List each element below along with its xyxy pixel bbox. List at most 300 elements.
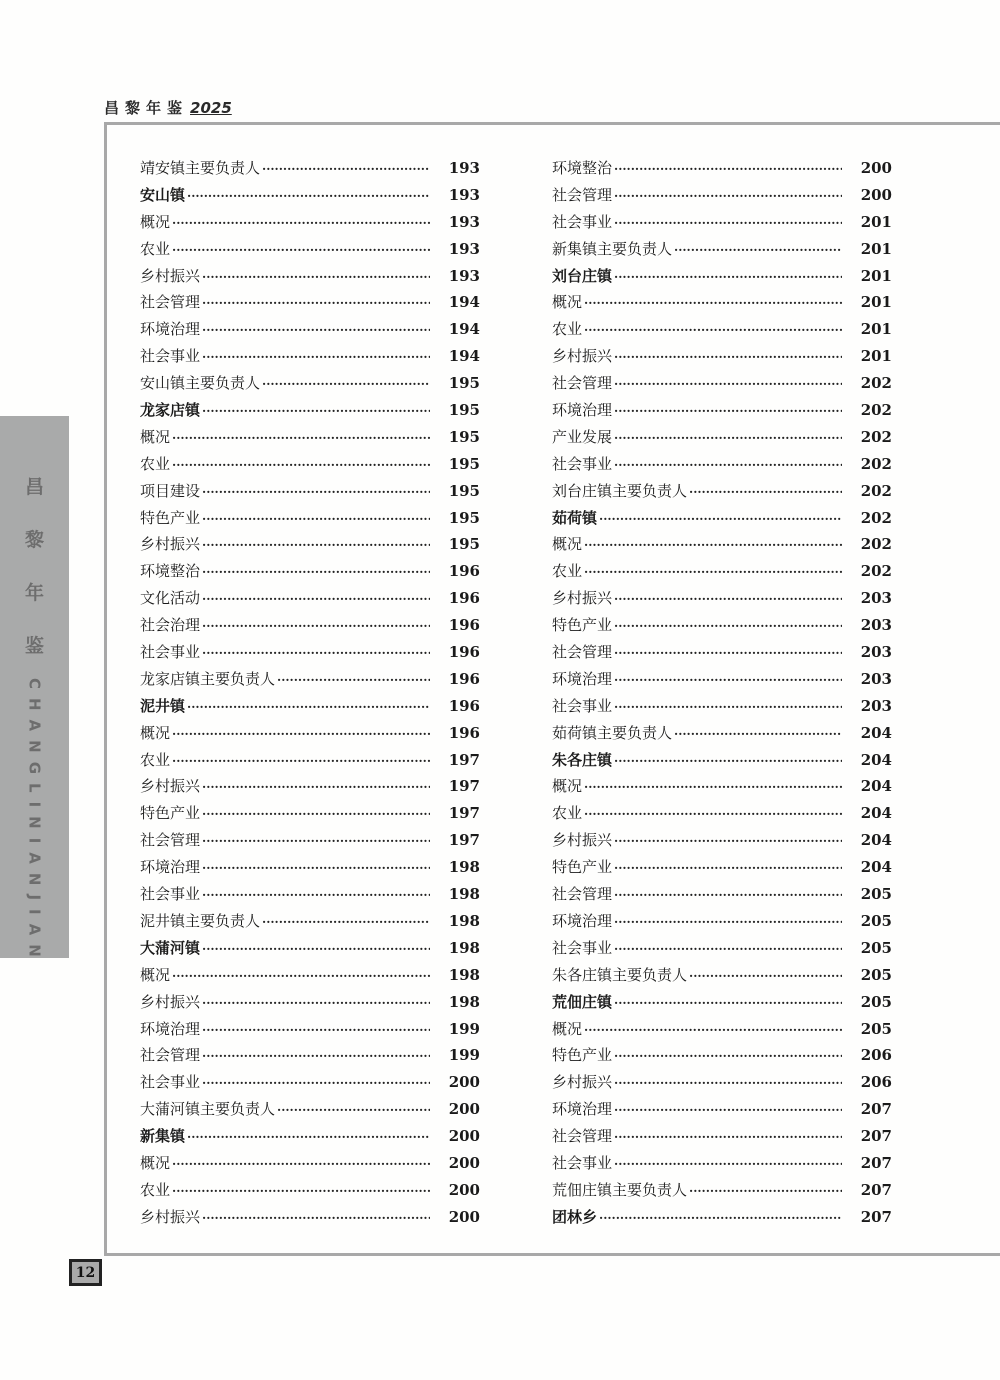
toc-entry[interactable] [552, 881, 892, 908]
dot-leader [674, 237, 842, 264]
toc-entry-title: 农业 [140, 750, 171, 769]
toc-entry[interactable] [140, 1177, 480, 1204]
toc-entry-page: 202 [860, 427, 892, 446]
toc-entry-title: 社会管理 [140, 1046, 201, 1065]
toc-entry[interactable] [552, 1150, 892, 1177]
dot-leader [614, 452, 842, 479]
dot-leader [202, 1205, 430, 1232]
toc-entry-title: 概况 [552, 535, 583, 554]
toc-entry-title: 乡村振兴 [140, 266, 201, 285]
toc-entry[interactable] [552, 155, 892, 182]
toc-entry-page: 193 [448, 266, 480, 285]
toc-entry-page: 204 [860, 723, 892, 742]
dot-leader [614, 344, 842, 371]
toc-entry-title: 社会事业 [140, 347, 201, 366]
dot-leader [599, 1205, 842, 1232]
toc-entry-title: 社会管理 [552, 185, 613, 204]
dot-leader [172, 1178, 430, 1205]
dot-leader [172, 1151, 430, 1178]
toc-entry-title: 茹荷镇 [552, 508, 598, 527]
toc-entry[interactable] [140, 1204, 480, 1231]
toc-entry-title: 环境治理 [552, 401, 613, 420]
toc-entry-title: 荒佃庄镇 [552, 992, 613, 1011]
toc-entry-title: 农业 [552, 320, 583, 339]
dot-leader [172, 425, 430, 452]
toc-entry-title: 社会事业 [552, 938, 613, 957]
toc-entry-heading[interactable] [552, 1204, 892, 1231]
dot-leader [614, 990, 842, 1017]
toc-entry-title: 环境整治 [552, 159, 613, 177]
toc-entry-page: 207 [860, 1127, 892, 1146]
toc-entry-title: 概况 [552, 777, 583, 796]
dot-leader [614, 156, 842, 183]
toc-entry-heading[interactable] [552, 263, 892, 290]
dot-leader [172, 237, 430, 264]
toc-entry-title: 概况 [140, 723, 171, 742]
toc-entry[interactable] [140, 720, 480, 747]
toc-entry-title: 乡村振兴 [552, 831, 613, 850]
toc-entry[interactable] [552, 935, 892, 962]
toc-entry-title: 农业 [140, 239, 171, 258]
dot-leader [262, 909, 430, 936]
dot-leader [202, 936, 430, 963]
toc-entry-page: 205 [860, 992, 892, 1011]
toc-entry-title: 环境整治 [140, 562, 201, 581]
dot-leader [584, 774, 842, 801]
dot-leader [187, 694, 430, 721]
toc-entry-title: 环境治理 [552, 911, 613, 930]
dot-leader [584, 559, 842, 586]
toc-entry[interactable] [140, 263, 480, 290]
dot-leader [202, 290, 430, 317]
toc-entry-page: 203 [860, 669, 892, 688]
toc-entry-page: 199 [448, 1019, 480, 1038]
toc-entry-title: 社会事业 [552, 212, 613, 231]
toc-entry-title: 概况 [140, 427, 171, 446]
toc-entry-title: 社会事业 [552, 1153, 613, 1172]
toc-entry-page: 195 [448, 508, 480, 527]
toc-entry[interactable] [552, 1123, 892, 1150]
toc-entry-title: 概况 [140, 965, 171, 984]
dot-leader [614, 748, 842, 775]
toc-entry-title: 社会管理 [552, 1127, 613, 1146]
toc-entry[interactable] [140, 209, 480, 236]
dot-leader [614, 613, 842, 640]
toc-entry-page: 200 [860, 185, 892, 204]
toc-entry[interactable] [552, 558, 892, 585]
toc-entry-title: 靖安镇主要负责人 [140, 159, 261, 177]
toc-entry[interactable] [552, 182, 892, 209]
toc-entry[interactable] [552, 1096, 892, 1123]
toc-entry-page: 202 [860, 481, 892, 500]
dot-leader [614, 667, 842, 694]
toc-entry[interactable] [552, 800, 892, 827]
toc-entry-page: 205 [860, 1019, 892, 1038]
toc-entry-page: 204 [860, 777, 892, 796]
toc-entry-title: 泥井镇主要负责人 [140, 911, 261, 930]
toc-entry-title: 社会事业 [140, 1073, 201, 1092]
dot-leader [202, 1070, 430, 1097]
dot-leader [202, 882, 430, 909]
toc-entry-page: 196 [448, 589, 480, 608]
dot-leader [202, 398, 430, 425]
toc-entry-page: 195 [448, 481, 480, 500]
toc-entry-page: 198 [448, 965, 480, 984]
toc-entry-title: 乡村振兴 [140, 1207, 201, 1226]
dot-leader [202, 506, 430, 533]
toc-entry-page: 194 [448, 293, 480, 312]
toc-entry-title: 农业 [140, 1180, 171, 1199]
toc-column-left [140, 155, 480, 1231]
toc-entry[interactable] [140, 236, 480, 263]
dot-leader [187, 183, 430, 210]
toc-entry-title: 龙家店镇主要负责人 [140, 669, 276, 688]
toc-entry[interactable] [140, 370, 480, 397]
toc-entry-heading[interactable] [552, 989, 892, 1016]
toc-entry-page: 196 [448, 616, 480, 635]
toc-entry-page: 201 [860, 266, 892, 285]
toc-entry-title: 农业 [140, 454, 171, 473]
toc-entry-page: 200 [448, 1207, 480, 1226]
toc-entry-title: 乡村振兴 [552, 347, 613, 366]
side-tab-chinese-title [25, 472, 44, 658]
dot-leader [614, 909, 842, 936]
toc-entry-title: 乡村振兴 [140, 777, 201, 796]
toc-entry-page: 200 [448, 1073, 480, 1092]
toc-entry[interactable] [140, 747, 480, 774]
toc-entry[interactable] [552, 693, 892, 720]
toc-entry-title: 乡村振兴 [140, 535, 201, 554]
toc-entry-page: 198 [448, 992, 480, 1011]
dot-leader [202, 317, 430, 344]
dot-leader [202, 828, 430, 855]
toc-entry-page: 193 [448, 185, 480, 204]
toc-entry[interactable] [140, 989, 480, 1016]
toc-entry[interactable] [552, 531, 892, 558]
dot-leader [202, 1017, 430, 1044]
toc-entry[interactable] [552, 773, 892, 800]
toc-entry-page: 197 [448, 831, 480, 850]
toc-entry-page: 202 [860, 374, 892, 393]
toc-entry-title: 特色产业 [552, 858, 613, 877]
toc-entry-page: 203 [860, 696, 892, 715]
dot-leader [614, 694, 842, 721]
toc-entry[interactable] [552, 854, 892, 881]
toc-entry-title: 刘台庄镇 [552, 266, 613, 285]
toc-entry-page: 199 [448, 1046, 480, 1065]
toc-entry[interactable] [140, 854, 480, 881]
side-tab-char: 鉴 [24, 635, 44, 657]
toc-entry-page: 206 [860, 1046, 892, 1065]
toc-entry-title: 概况 [140, 212, 171, 231]
toc-entry-title: 朱各庄镇主要负责人 [552, 965, 688, 984]
dot-leader [202, 344, 430, 371]
toc-entry-title: 环境治理 [140, 320, 201, 339]
toc-entry[interactable] [140, 531, 480, 558]
dot-leader [614, 1070, 842, 1097]
side-tab-romanization: CHANGLINIANJIAN [25, 678, 44, 966]
toc-entry[interactable] [140, 1016, 480, 1043]
toc-entry-title: 社会事业 [140, 885, 201, 904]
toc-entry[interactable] [552, 585, 892, 612]
toc-entry-page: 201 [860, 347, 892, 366]
toc-entry-page: 203 [860, 616, 892, 635]
toc-entry-title: 产业发展 [552, 427, 613, 446]
toc-entry-title: 特色产业 [552, 1046, 613, 1065]
dot-leader [614, 425, 842, 452]
dot-leader [674, 721, 842, 748]
toc-entry-page: 196 [448, 643, 480, 662]
toc-entry-heading[interactable] [140, 182, 480, 209]
dot-leader [172, 748, 430, 775]
toc-entry-title: 团林乡 [552, 1207, 598, 1226]
toc-entry-page: 202 [860, 562, 892, 581]
toc-entry-page: 206 [860, 1073, 892, 1092]
dot-leader [202, 801, 430, 828]
dot-leader [689, 479, 842, 506]
dot-leader [614, 1043, 842, 1070]
toc-entry-title: 社会管理 [552, 885, 613, 904]
dot-leader [202, 532, 430, 559]
dot-leader [202, 990, 430, 1017]
toc-entry-heading[interactable] [140, 1123, 480, 1150]
toc-entry-page: 196 [448, 696, 480, 715]
running-head-year: 2025 [190, 99, 232, 117]
toc-entry[interactable] [140, 908, 480, 935]
dot-leader [584, 801, 842, 828]
dot-leader [614, 855, 842, 882]
toc-entry[interactable] [140, 612, 480, 639]
toc-entry-title: 荒佃庄镇主要负责人 [552, 1180, 688, 1199]
toc-entry-heading[interactable] [140, 693, 480, 720]
toc-entry-title: 社会治理 [140, 616, 201, 635]
toc-entry-title: 乡村振兴 [140, 992, 201, 1011]
dot-leader [202, 640, 430, 667]
dot-leader [187, 1124, 430, 1151]
running-head-title: 昌黎年鉴 [104, 99, 189, 117]
dot-leader [202, 559, 430, 586]
dot-leader [172, 721, 430, 748]
toc-entry-title: 安山镇主要负责人 [140, 374, 261, 393]
toc-entry-title: 新集镇 [140, 1127, 186, 1146]
dot-leader [689, 963, 842, 990]
toc-entry[interactable] [552, 424, 892, 451]
toc-entry-heading[interactable] [552, 747, 892, 774]
toc-entry[interactable] [140, 881, 480, 908]
dot-leader [614, 882, 842, 909]
toc-entry-heading[interactable] [140, 397, 480, 424]
dot-leader [202, 264, 430, 291]
toc-entry-title: 社会事业 [140, 643, 201, 662]
toc-entry[interactable] [140, 639, 480, 666]
toc-entry-page: 204 [860, 750, 892, 769]
dot-leader [584, 1017, 842, 1044]
toc-entry[interactable] [140, 1042, 480, 1069]
dot-leader [172, 963, 430, 990]
dot-leader [614, 264, 842, 291]
toc-entry-page: 193 [448, 159, 480, 177]
toc-entry-title: 大蒲河镇主要负责人 [140, 1100, 276, 1119]
toc-entry-title: 概况 [140, 1153, 171, 1172]
toc-entry-page: 197 [448, 777, 480, 796]
toc-entry[interactable] [140, 289, 480, 316]
running-head [104, 97, 232, 118]
toc-entry-page: 200 [448, 1180, 480, 1199]
dot-leader [202, 586, 430, 613]
toc-entry-page: 207 [860, 1100, 892, 1119]
toc-entry[interactable] [552, 451, 892, 478]
toc-entry-page: 202 [860, 454, 892, 473]
toc-entry-heading[interactable] [140, 935, 480, 962]
toc-entry-title: 农业 [552, 562, 583, 581]
toc-entry-title: 社会事业 [552, 696, 613, 715]
toc-entry-page: 203 [860, 589, 892, 608]
toc-entry-title: 社会管理 [552, 643, 613, 662]
toc-entry-page: 198 [448, 885, 480, 904]
toc-entry[interactable] [140, 827, 480, 854]
toc-entry-page: 205 [860, 965, 892, 984]
toc-entry-page: 201 [860, 212, 892, 231]
dot-leader [584, 317, 842, 344]
toc-entry-page: 195 [448, 374, 480, 393]
dot-leader [599, 506, 842, 533]
toc-entry-page: 204 [860, 858, 892, 877]
toc-entry-page: 197 [448, 750, 480, 769]
toc-entry[interactable] [552, 962, 892, 989]
toc-entry[interactable] [140, 316, 480, 343]
toc-entry-page: 204 [860, 831, 892, 850]
dot-leader [614, 1151, 842, 1178]
toc-entry[interactable] [140, 1096, 480, 1123]
toc-entry[interactable] [552, 720, 892, 747]
dot-leader [202, 479, 430, 506]
toc-entry-page: 207 [860, 1180, 892, 1199]
toc-entry-title: 特色产业 [140, 804, 201, 823]
toc-entry[interactable] [140, 478, 480, 505]
toc-entry[interactable] [140, 800, 480, 827]
toc-entry-page: 200 [860, 159, 892, 177]
dot-leader [614, 586, 842, 613]
toc-entry-page: 201 [860, 293, 892, 312]
toc-entry-page: 207 [860, 1207, 892, 1226]
toc-entry-title: 项目建设 [140, 481, 201, 500]
toc-entry[interactable] [552, 289, 892, 316]
toc-entry-page: 193 [448, 239, 480, 258]
toc-entry-title: 茹荷镇主要负责人 [552, 723, 673, 742]
dot-leader [584, 532, 842, 559]
toc-entry-page: 202 [860, 535, 892, 554]
toc-entry-page: 197 [448, 804, 480, 823]
side-tab-char: 年 [24, 582, 44, 604]
toc-entry-page: 194 [448, 347, 480, 366]
toc-entry[interactable] [552, 1069, 892, 1096]
toc-entry-page: 198 [448, 911, 480, 930]
toc-entry-page: 196 [448, 669, 480, 688]
toc-entry-page: 201 [860, 320, 892, 339]
toc-entry-page: 205 [860, 885, 892, 904]
toc-entry[interactable] [552, 236, 892, 263]
toc-entry[interactable] [552, 666, 892, 693]
toc-entry-page: 207 [860, 1153, 892, 1172]
toc-entry[interactable] [552, 1177, 892, 1204]
toc-column-right [552, 155, 892, 1231]
toc-entry-title: 农业 [552, 804, 583, 823]
dot-leader [277, 1097, 430, 1124]
dot-leader [172, 452, 430, 479]
toc-entry-page: 203 [860, 643, 892, 662]
toc-entry-title: 龙家店镇 [140, 401, 201, 420]
toc-entry-title: 大蒲河镇 [140, 938, 201, 957]
dot-leader [689, 1178, 842, 1205]
dot-leader [202, 1043, 430, 1070]
toc-entry[interactable] [140, 666, 480, 693]
toc-entry[interactable] [552, 908, 892, 935]
side-tab-char: 昌 [24, 476, 44, 498]
toc-entry-title: 社会管理 [552, 374, 613, 393]
toc-entry[interactable] [552, 639, 892, 666]
toc-entry[interactable] [552, 612, 892, 639]
toc-entry-title: 乡村振兴 [552, 589, 613, 608]
toc-entry[interactable] [552, 343, 892, 370]
dot-leader [262, 156, 430, 183]
toc-entry[interactable] [552, 209, 892, 236]
toc-entry-page: 193 [448, 212, 480, 231]
toc-entry[interactable] [552, 370, 892, 397]
dot-leader [614, 936, 842, 963]
toc-entry[interactable] [140, 773, 480, 800]
toc-entry[interactable] [140, 585, 480, 612]
dot-leader [614, 371, 842, 398]
toc-entry[interactable] [552, 1016, 892, 1043]
toc-entry[interactable] [140, 424, 480, 451]
toc-entry[interactable] [140, 451, 480, 478]
toc-entry-title: 概况 [552, 1019, 583, 1038]
toc-entry-title: 社会管理 [140, 293, 201, 312]
toc-entry[interactable] [552, 827, 892, 854]
side-tab-char: 黎 [24, 529, 44, 551]
dot-leader [614, 1097, 842, 1124]
dot-leader [614, 210, 842, 237]
toc-entry[interactable] [552, 478, 892, 505]
toc-entry[interactable] [140, 962, 480, 989]
dot-leader [584, 290, 842, 317]
toc-entry[interactable] [140, 505, 480, 532]
dot-leader [202, 613, 430, 640]
dot-leader [614, 398, 842, 425]
dot-leader [202, 774, 430, 801]
toc-entry[interactable] [552, 1042, 892, 1069]
toc-entry-page: 200 [448, 1127, 480, 1146]
toc-entry-page: 194 [448, 320, 480, 339]
toc-entry-title: 朱各庄镇 [552, 750, 613, 769]
toc-entry-title: 泥井镇 [140, 696, 186, 715]
toc-entry[interactable] [140, 1069, 480, 1096]
toc-entry-title: 特色产业 [140, 508, 201, 527]
dot-leader [614, 183, 842, 210]
toc-entry[interactable] [552, 397, 892, 424]
dot-leader [262, 371, 430, 398]
toc-entry[interactable] [140, 343, 480, 370]
toc-entry-page: 205 [860, 911, 892, 930]
toc-entry-page: 202 [860, 508, 892, 527]
toc-entry[interactable] [140, 1150, 480, 1177]
toc-entry[interactable] [552, 316, 892, 343]
toc-entry[interactable] [140, 558, 480, 585]
toc-entry[interactable] [140, 155, 480, 182]
toc-entry-page: 201 [860, 239, 892, 258]
dot-leader [614, 1124, 842, 1151]
toc-entry-heading[interactable] [552, 505, 892, 532]
